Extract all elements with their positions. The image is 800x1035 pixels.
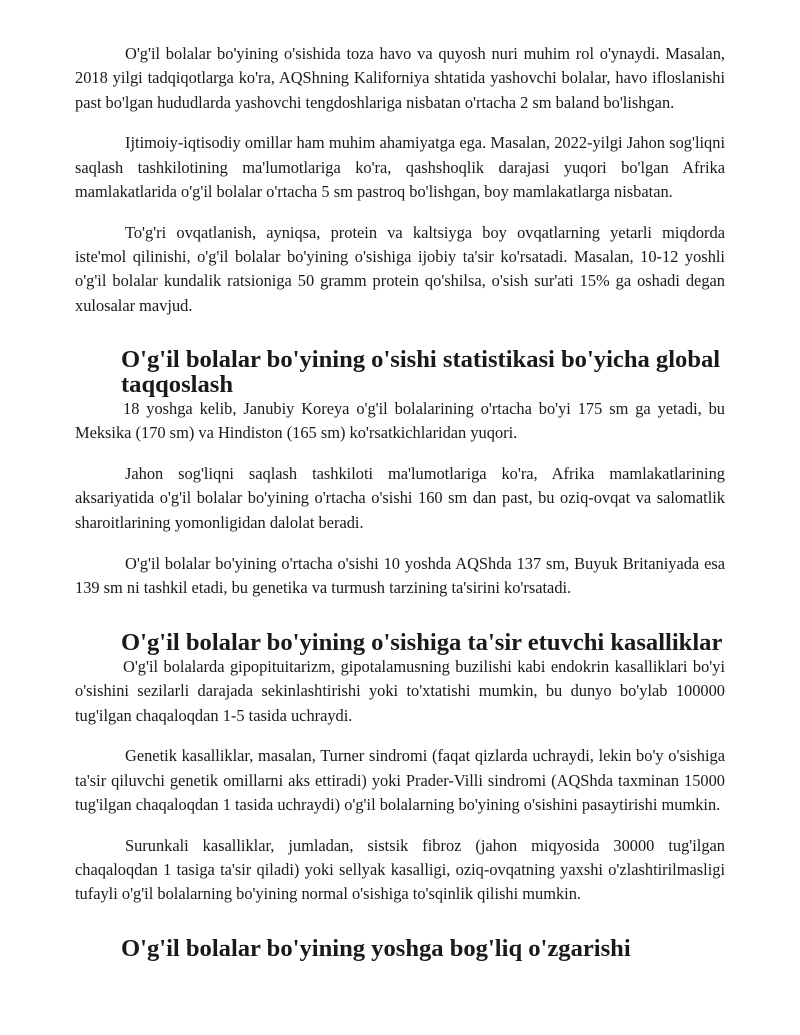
paragraph-africa-who: Jahon sog'liqni saqlash tashkiloti ma'lumotlariga ko'ra, Afrika mamlakatlarining aksariyatida o'g'il bolalar bo'yining o'rtacha o'sishi 160 sm dan past, bu oziq-ovqat va salomatlik sharoitlarining yomonligidan dalolat beradi.: [75, 464, 725, 532]
paragraph-chronic: Surunkali kasalliklar, jumladan, sistsik fibroz (jahon miqyosida 30000 tug'ilgan chaqaloqdan 1 tasiga ta'sir qiladi) yoki sellyak kasalligi, oziq-ovqatning yaxshi o'zlashtirilmasligi tufayli o'g'il bolalarning bo'yining normal o'sishiga to'sqinlik qilishi mumkin.: [75, 835, 725, 904]
document-body: [75, 42, 725, 961]
paragraph-socioeconomic: Ijtimoiy-iqtisodiy omillar ham muhim ahamiyatga ega. Masalan, 2022-yilgi Jahon sog'liqni saqlash tashkilotining ma'lumotlariga ko'ra, qashshoqlik darajasi yuqori bo'lgan Afrika mamlakatlarida o'g'il bolalar o'rtacha 5 sm pastroq bo'lishgan, boy mamlakatlarga nisbatan.: [75, 133, 725, 201]
paragraph-usa-uk: O'g'il bolalar bo'yining o'rtacha o'sishi 10 yoshda AQShda 137 sm, Buyuk Britaniyada esa 139 sm ni tashkil etadi, bu genetika va turmush tarzining ta'sirini ko'rsatadi.: [75, 553, 725, 597]
heading-diseases: O'g'il bolalar bo'yining o'sishiga ta'sir etuvchi kasalliklar: [121, 628, 723, 656]
paragraph-endocrine: O'g'il bolalarda gipopituitarizm, gipotalamusning buzilishi kabi endokrin kasalliklari bo'yi o'sishini sezilarli darajada sekinlashtirishi yoki to'xtatishi mumkin, bu dunyo bo'ylab 100000 tug'ilgan chaqaloqdan 1-5 tasida uchraydi.: [75, 656, 725, 725]
paragraph-nutrition: To'g'ri ovqatlanish, ayniqsa, protein va kaltsiyga boy ovqatlarning yetarli miqdorda iste'mol qilinishi, o'g'il bolalar bo'yining o'sishiga ijobiy ta'sir ko'rsatadi. Masalan, 10-12 yoshli o'g'il bolalar kundalik ratsioniga 50 gramm protein qo'shilsa, o'sish sur'ati 15% ga oshadi degan xulosalar mavjud.: [75, 222, 725, 315]
heading-global-comparison: O'g'il bolalar bo'yining o'sishi statistikasi bo'yicha global taqqoslash: [121, 346, 721, 398]
paragraph-korea-mexico-india: 18 yoshga kelib, Janubiy Koreya o'g'il bolalarining o'rtacha bo'yi 175 sm ga yetadi, bu Meksika (170 sm) va Hindiston (165 sm) ko'rsatkichlaridan yuqori.: [75, 399, 725, 443]
heading-age-changes: O'g'il bolalar bo'yining yoshga bog'liq o'zgarishi: [121, 935, 631, 963]
paragraph-clean-air: O'g'il bolalar bo'yining o'sishida toza havo va quyosh nuri muhim rol o'ynaydi. Masalan, 2018 yilgi tadqiqotlarga ko'ra, AQShning Kaliforniya shtatida yashovchi bolalar, havo ifloslanishi past bo'lgan hududlarda yashovchi tengdoshlariga nisbatan o'rtacha 2 sm baland bo'lishgan.: [75, 44, 725, 112]
paragraph-genetic: Genetik kasalliklar, masalan, Turner sindromi (faqat qizlarda uchraydi, lekin bo'y o'sishiga ta'sir qiluvchi genetik omillarni aks ettiradi) yoki Prader-Villi sindromi (AQShda taxminan 15000 tug'ilgan chaqaloqdan 1 tasida uchraydi) o'g'il bolalarning bo'yining o'sishini pasaytirishi mumkin.: [75, 746, 725, 814]
